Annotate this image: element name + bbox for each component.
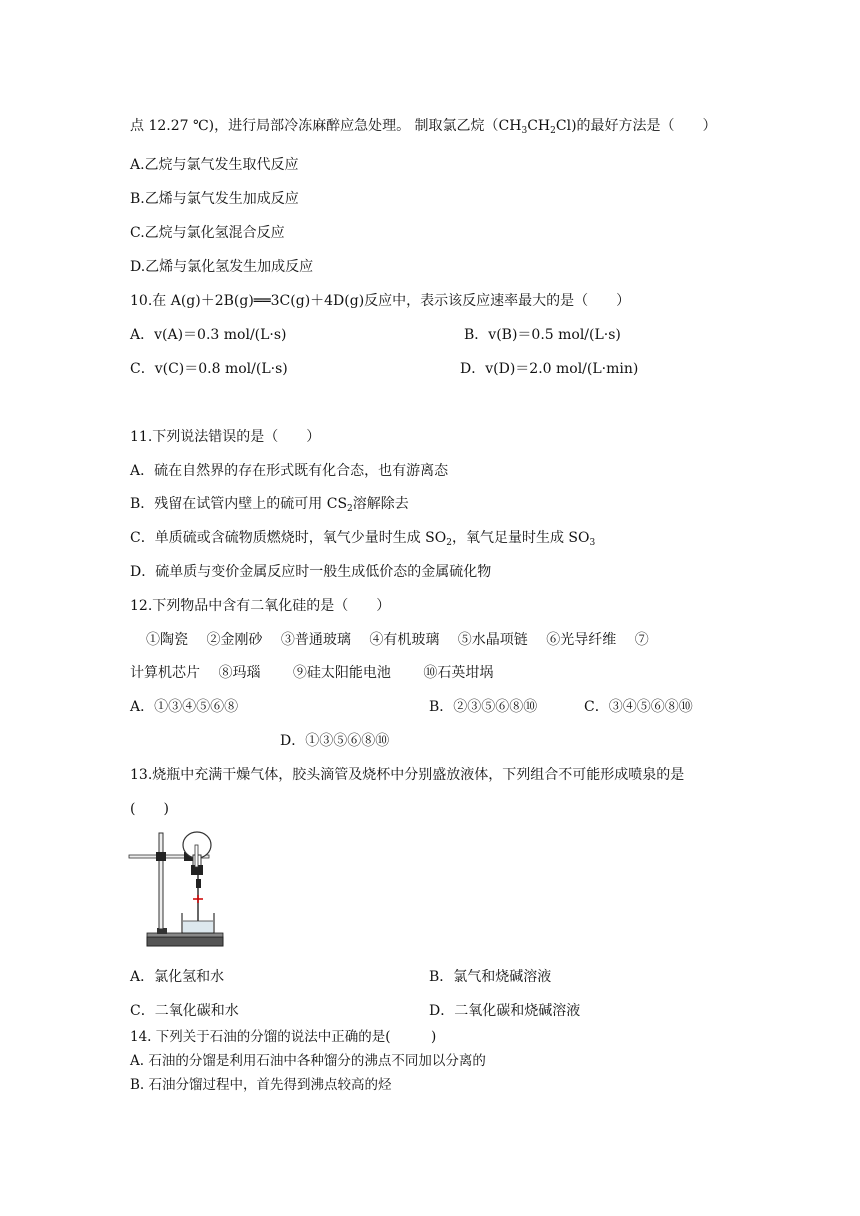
q12-items-line1: ①陶瓷 ②金刚砂 ③普通玻璃 ④有机玻璃 ⑤水晶项链 ⑥光导纤维 ⑦ [146, 632, 649, 648]
q14-stem: 14. 下列关于石油的分馏的说法中正确的是( ) [130, 1029, 437, 1045]
rubber-tube [196, 879, 201, 888]
q14-option-a: A. 石油的分馏是利用石油中各种馏分的沸点不同加以分离的 [130, 1053, 486, 1069]
q9-stem [130, 116, 717, 136]
q11-subscript: 2 [446, 538, 452, 548]
q13-stem: 13.烧瓶中充满干燥气体，胶头滴管及烧杯中分别盛放液体，下列组合不可能形成喷泉的是 [130, 767, 685, 783]
q11-option-b-text: 溶解除去 [352, 496, 409, 512]
q12-option-d: D．①③⑤⑥⑧⑩ [280, 733, 390, 749]
q9-option-b: B.乙烯与氯气发生加成反应 [130, 191, 299, 207]
q11-option-b [130, 494, 409, 514]
q11-subscript: 2 [347, 504, 353, 514]
q11-option-c [130, 528, 595, 548]
q11-option-d: D．硫单质与变价金属反应时一般生成低价态的金属硫化物 [130, 564, 492, 580]
q11-option-b-text: B．残留在试管内壁上的硫可用 CS [130, 496, 348, 512]
q9-stem-text: 点 12.27 ℃)，进行局部冷冻麻醉应急处理。 制取氯乙烷（CH [130, 118, 522, 134]
q11-option-a: A．硫在自然界的存在形式既有化合态，也有游离态 [130, 463, 449, 479]
dropper [195, 845, 198, 867]
q9-subscript: 2 [550, 126, 556, 136]
q14-option-b: B. 石油分馏过程中，首先得到沸点较高的烃 [130, 1077, 392, 1093]
q13-option-c: C．二氧化碳和水 [130, 1003, 239, 1019]
q11-stem: 11.下列说法错误的是（ ） [130, 429, 321, 445]
q12-items-line2: 计算机芯片 ⑧玛瑙 ⑨硅太阳能电池 ⑩石英坩埚 [130, 665, 494, 681]
q9-stem-text: CH [527, 118, 551, 134]
q12-option-a: A．①③④⑤⑥⑧ [130, 699, 239, 715]
q13-option-b: B．氯气和烧碱溶液 [429, 969, 552, 985]
q9-stem-text: Cl)的最好方法是（ ） [555, 118, 717, 134]
q13-option-a: A．氯化氢和水 [130, 969, 225, 985]
q10-stem: 10.在 A(g)＋2B(g)══3C(g)＋4D(g)反应中，表示该反应速率最大的是（ ） [130, 293, 631, 309]
clamp-boss [156, 852, 166, 861]
q11-option-c-text: ，氧气足量时生成 SO [451, 530, 590, 546]
q9-option-a: A.乙烷与氯气发生取代反应 [130, 157, 299, 173]
q13-stem-paren: ( ) [130, 801, 169, 817]
q9-option-c: C.乙烷与氯化氢混合反应 [130, 225, 285, 241]
q9-option-d: D.乙烯与氯化氢发生加成反应 [130, 259, 314, 275]
q9-subscript: 3 [521, 126, 528, 136]
q12-option-b: B．②③⑤⑥⑧⑩ [429, 699, 538, 715]
q11-option-c-text: C．单质硫或含硫物质燃烧时，氧气少量时生成 SO [130, 530, 447, 546]
q11-subscript: 3 [589, 538, 596, 548]
stand-base [147, 937, 223, 946]
stand-rod [159, 833, 163, 929]
q13-option-d: D．二氧化碳和烧碱溶液 [429, 1003, 581, 1019]
q10-option-b: B．v(B)＝0.5 mol/(L·s) [464, 327, 621, 343]
q12-stem: 12.下列物品中含有二氧化硅的是（ ） [130, 598, 391, 614]
q10-option-a: A．v(A)＝0.3 mol/(L·s) [130, 327, 287, 343]
beaker-liquid [183, 921, 213, 933]
q10-option-d: D．v(D)＝2.0 mol/(L·min) [460, 361, 639, 377]
q10-option-c: C．v(C)＝0.8 mol/(L·s) [130, 361, 288, 377]
q12-option-c: C．③④⑤⑥⑧⑩ [584, 699, 693, 715]
fountain-apparatus-diagram [125, 827, 225, 951]
